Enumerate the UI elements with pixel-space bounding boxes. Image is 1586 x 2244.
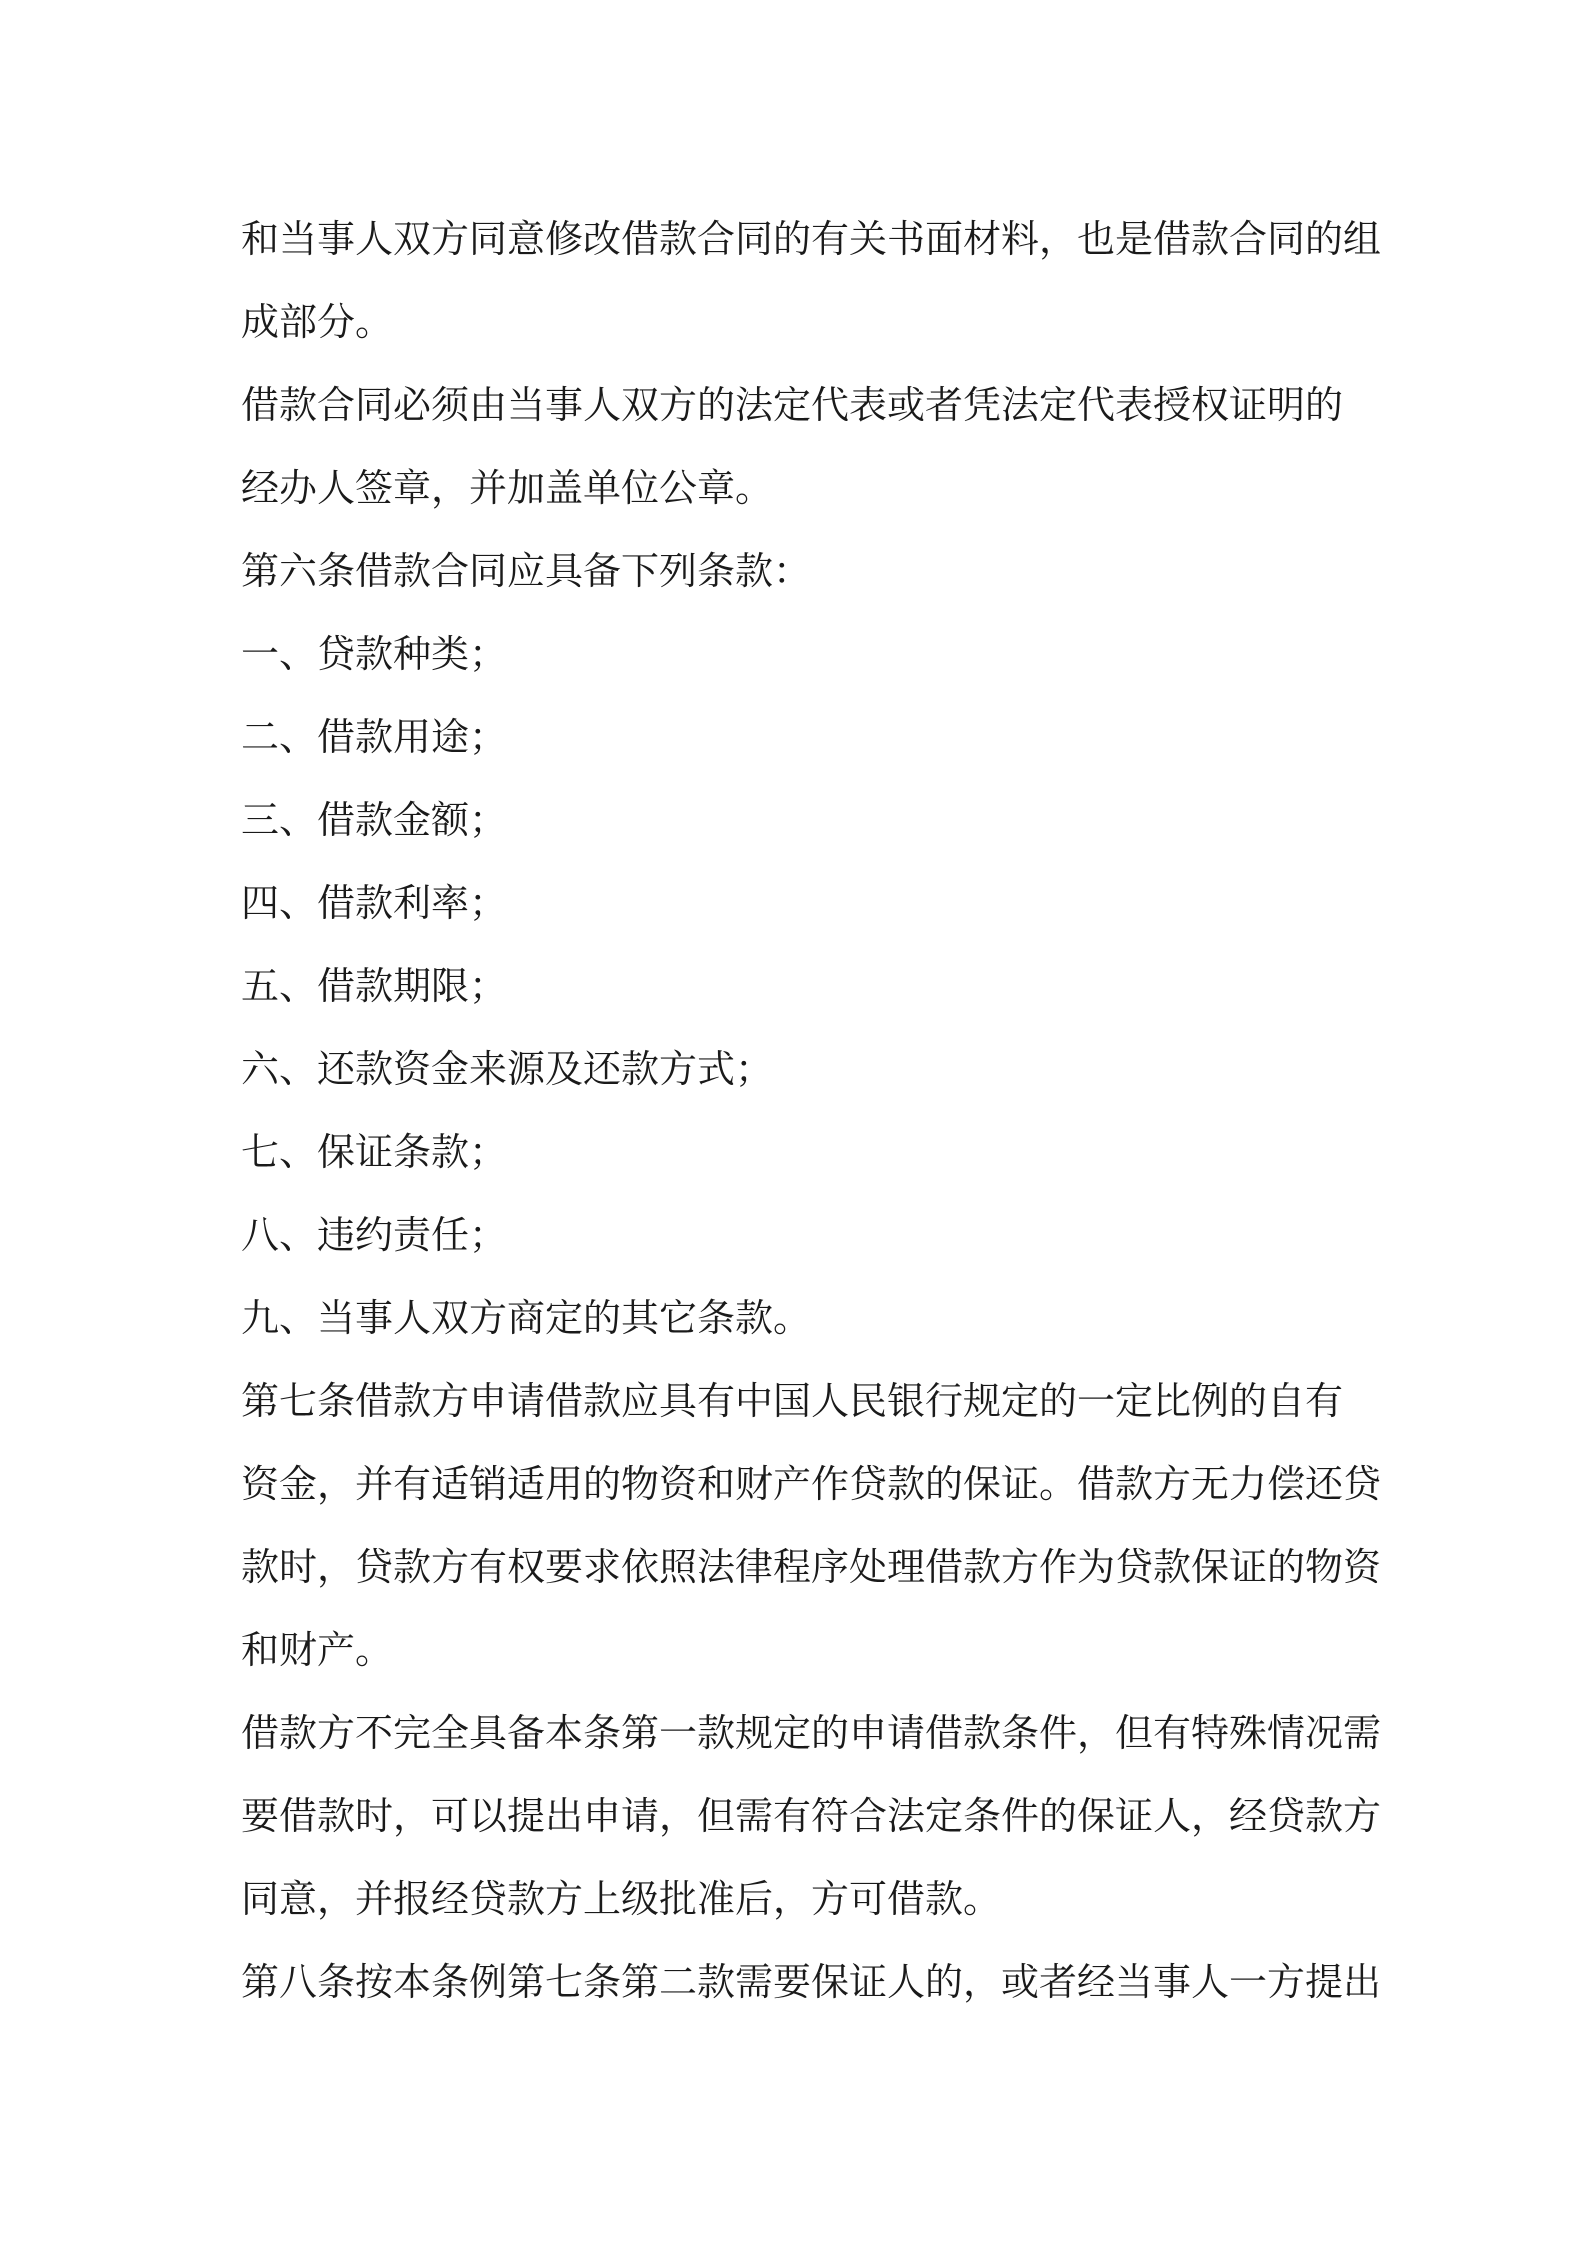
list-item: 九、当事人双方商定的其它条款。: [241, 1296, 812, 1340]
list-item: 一、贷款种类；: [241, 632, 508, 676]
article-6-heading: 第六条借款合同应具备下列条款：: [241, 549, 812, 593]
list-item: 八、违约责任；: [241, 1213, 508, 1257]
article-7-text: 第七条借款方申请借款应具有中国人民银行规定的一定比例的自有: [241, 1379, 1344, 1423]
list-item: 三、借款金额；: [241, 798, 508, 842]
list-item: 五、借款期限；: [241, 964, 508, 1008]
text-line: 资金，并有适销适用的物资和财产作贷款的保证。借款方无力偿还贷: [241, 1462, 1382, 1506]
text-line: 要借款时，可以提出申请，但需有符合法定条件的保证人，经贷款方: [241, 1794, 1382, 1838]
list-item: 六、还款资金来源及还款方式；: [241, 1047, 774, 1091]
text-line: 借款合同必须由当事人双方的法定代表或者凭法定代表授权证明的: [241, 383, 1344, 427]
article-8-text: 第八条按本条例第七条第二款需要保证人的，或者经当事人一方提出: [241, 1960, 1382, 2004]
document-body: [241, 198, 1382, 2024]
text-line: 借款方不完全具备本条第一款规定的申请借款条件，但有特殊情况需: [241, 1711, 1382, 1755]
list-item: 七、保证条款；: [241, 1130, 508, 1174]
text-line: 和当事人双方同意修改借款合同的有关书面材料，也是借款合同的组: [241, 217, 1382, 261]
text-line: 款时，贷款方有权要求依照法律程序处理借款方作为贷款保证的物资: [241, 1545, 1382, 1589]
text-line: 经办人签章，并加盖单位公章。: [241, 466, 774, 510]
list-item: 二、借款用途；: [241, 715, 508, 759]
list-item: 四、借款利率；: [241, 881, 508, 925]
text-line: 成部分。: [241, 300, 394, 344]
text-line: 和财产。: [241, 1628, 394, 1672]
text-line: 同意，并报经贷款方上级批准后，方可借款。: [241, 1877, 1002, 1921]
